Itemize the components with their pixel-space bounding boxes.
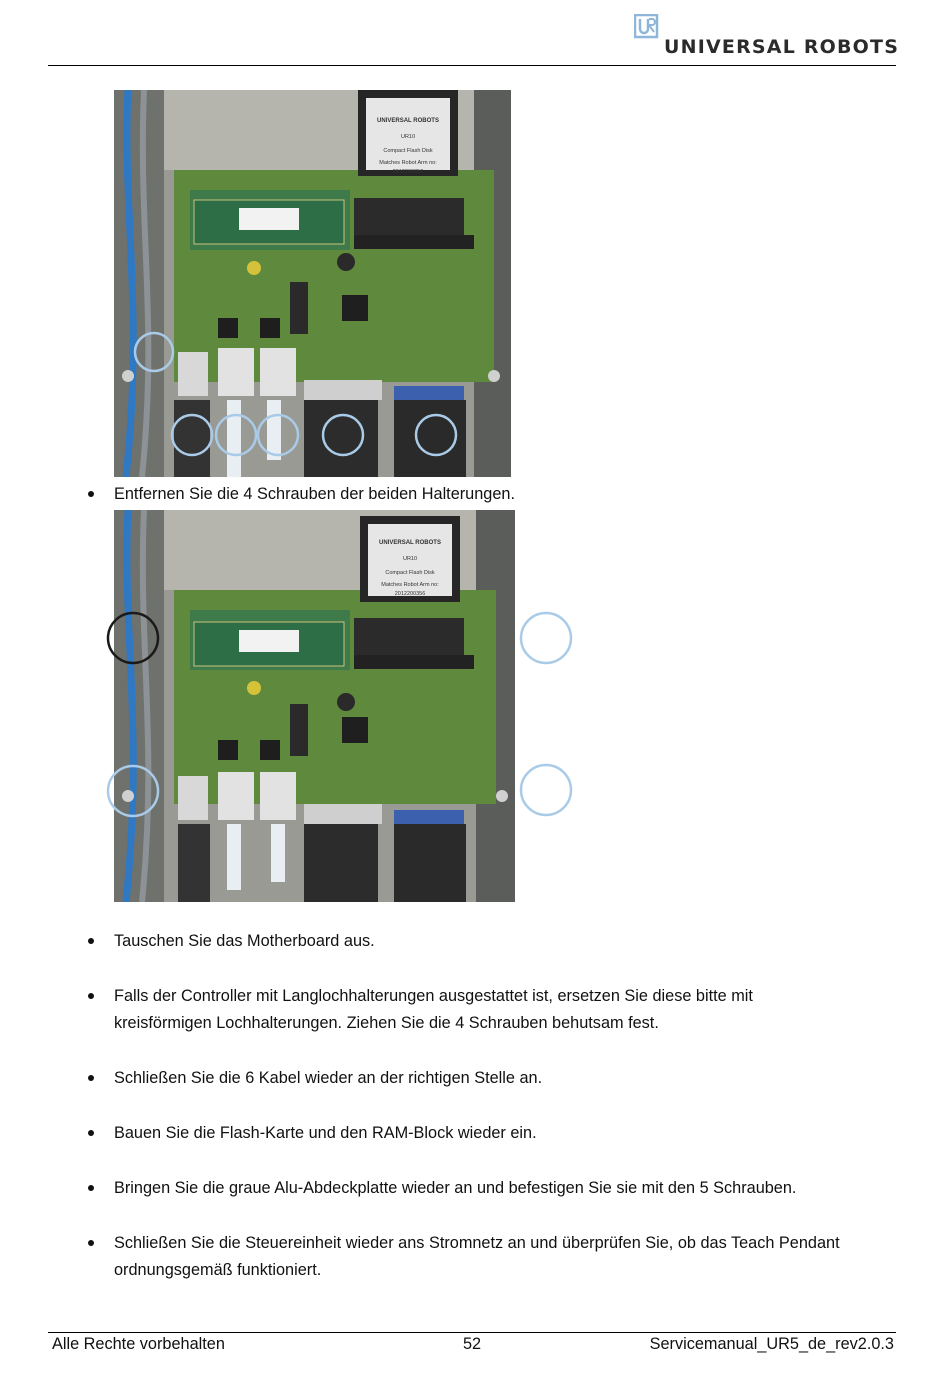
bullet-icon [88, 491, 94, 497]
brand-logo [634, 14, 900, 60]
screw-marker-circle [521, 613, 571, 663]
footer-rights: Alle Rechte vorbehalten [52, 1335, 225, 1353]
card-label-serial: 2012200356 [392, 169, 424, 175]
step-text: Tauschen Sie das Motherboard aus. [114, 932, 375, 950]
card-label-brand: UNIVERSAL ROBOTS [379, 540, 441, 546]
document-id: Servicemanual_UR5_de_rev2.0.3 [649, 1335, 894, 1353]
bullet-icon [88, 993, 94, 999]
ur-logo-icon [634, 14, 660, 42]
bullet-icon [88, 1240, 94, 1246]
card-label-type: Compact Flash Disk [385, 570, 435, 576]
step-text: Schließen Sie die 6 Kabel wieder an der richtigen Stelle an. [114, 1069, 543, 1087]
step-text-continued: kreisförmigen Lochhalterungen. Ziehen Sie die 4 Schrauben behutsam fest. [114, 1014, 659, 1032]
step-text: Schließen Sie die Steuereinheit wieder ans Stromnetz an und überprüfen Sie, ob das Teach Pendant [114, 1234, 840, 1252]
step-text: Entfernen Sie die 4 Schrauben der beiden Halterungen. [114, 485, 515, 503]
bullet-icon [88, 1130, 94, 1136]
motherboard-photo-screws [105, 510, 575, 902]
page-number: 52 [463, 1335, 482, 1353]
brand-name: UNIVERSAL ROBOTS [664, 36, 900, 58]
header-divider [48, 65, 896, 66]
motherboard-photo-cables [114, 90, 511, 477]
step-text: Falls der Controller mit Langlochhalterungen ausgestattet ist, ersetzen Sie diese bitte mit [114, 987, 753, 1005]
card-label-match: Matches Robot Arm no: [381, 582, 439, 588]
bullet-icon [88, 938, 94, 944]
step-text: Bauen Sie die Flash-Karte und den RAM-Block wieder ein. [114, 1124, 537, 1142]
screw-marker-circle [521, 765, 571, 815]
card-label-type: Compact Flash Disk [383, 148, 433, 154]
card-label-model: UR10 [400, 134, 416, 140]
bullet-icon [88, 1075, 94, 1081]
card-label-brand: UNIVERSAL ROBOTS [377, 118, 439, 124]
step-text: Bringen Sie die graue Alu-Abdeckplatte wieder an und befestigen Sie sie mit den 5 Schrauben. [114, 1179, 797, 1197]
card-label-serial: 2012200356 [394, 591, 426, 597]
card-label-match: Matches Robot Arm no: [379, 160, 437, 166]
footer-divider [48, 1332, 896, 1333]
card-label-model: UR10 [402, 556, 418, 562]
bullet-icon [88, 1185, 94, 1191]
step-text-continued: ordnungsgemäß funktioniert. [114, 1261, 322, 1279]
